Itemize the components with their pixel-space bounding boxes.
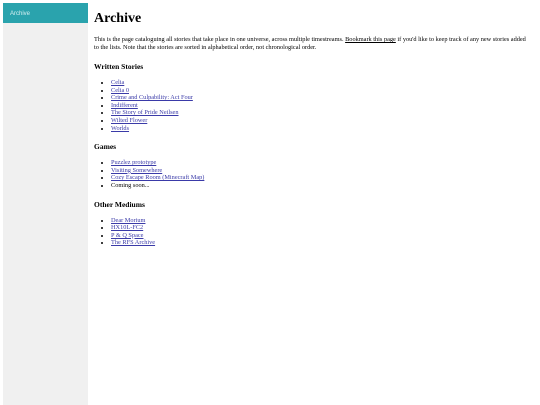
story-link[interactable]: Indifferent [111, 101, 138, 109]
sidebar-header[interactable] [3, 3, 88, 23]
list-item [111, 239, 530, 247]
medium-link[interactable]: The RFS Archive [111, 239, 156, 247]
list-item [111, 224, 530, 232]
games-list [94, 159, 530, 189]
list-item [111, 94, 530, 102]
section-heading-other-mediums: Other Mediums [94, 199, 145, 209]
list-item [111, 117, 530, 125]
page-title: Archive [94, 11, 142, 26]
list-item [111, 217, 530, 225]
story-link[interactable]: Worlds [111, 124, 130, 132]
medium-link[interactable]: HX10L-FC2 [111, 224, 144, 232]
list-item [111, 182, 530, 190]
medium-link[interactable]: P & Q Space [111, 231, 144, 239]
intro-text-after: if you'd like to keep track of any new stories added to the lists. Note that the stories are sorted in alphabetical order, not chronological order. [94, 36, 526, 51]
list-item [111, 79, 530, 87]
list-item [111, 125, 530, 133]
list-item [111, 109, 530, 117]
list-item [111, 102, 530, 110]
game-link[interactable]: Cozy Escape Room (Minecraft Map) [111, 174, 205, 182]
sidebar-header-label[interactable]: Archive [10, 11, 31, 17]
intro-text-before: This is the page cataloguing all stories that take place in one universe, across multiple timestreams. [94, 36, 346, 43]
game-link[interactable]: Puzzlez prototype [111, 159, 157, 167]
story-link[interactable]: The Story of Pride Neilsen [111, 109, 179, 117]
list-item [111, 174, 530, 182]
sidebar [3, 3, 88, 405]
bookmark-link[interactable]: Bookmark this page [345, 36, 396, 43]
other-mediums-list [94, 217, 530, 247]
story-link[interactable]: Crime and Culpability: Act Four [111, 94, 193, 102]
list-item [111, 232, 530, 240]
story-link[interactable]: Celia 0 [111, 86, 130, 94]
section-heading-written-stories: Written Stories [94, 62, 144, 71]
coming-soon-text: Coming soon... [111, 181, 150, 189]
main-content [94, 10, 530, 257]
intro-paragraph [94, 36, 530, 52]
section-heading-games: Games [94, 142, 117, 152]
list-item [111, 159, 530, 167]
list-item [111, 167, 530, 175]
game-link[interactable]: Visiting Somewhere [111, 166, 163, 174]
written-stories-list [94, 79, 530, 132]
list-item [111, 87, 530, 95]
story-link[interactable]: Celia [111, 79, 125, 86]
medium-link[interactable]: Dear Morium [111, 216, 146, 224]
story-link[interactable]: Wilted Flower [111, 116, 148, 124]
